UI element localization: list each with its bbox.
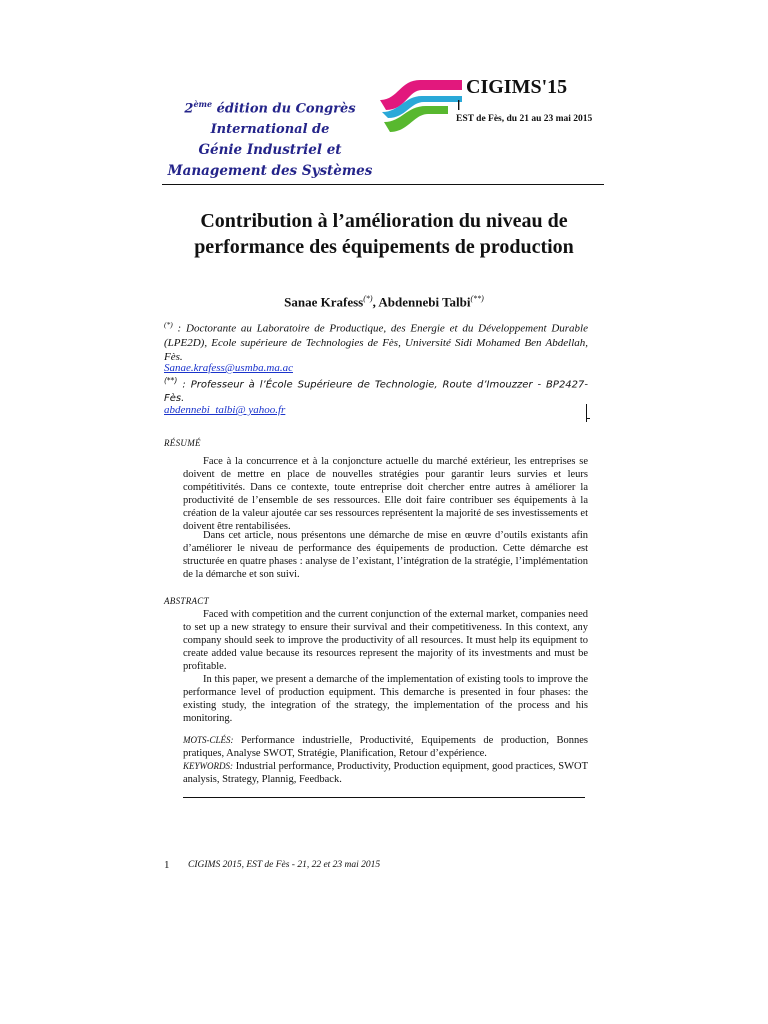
affiliation-1-mark: (*) xyxy=(164,320,173,329)
affiliation-2 xyxy=(164,374,588,406)
keywords-fr-text: Performance industrielle, Productivité, Equipements de production, Bonnes pratiques, Analyse SWOT, Stratégie, Planification, Retour d’expérience. xyxy=(183,735,588,759)
margin-mark-tick xyxy=(586,418,590,419)
edition-suffix: ème xyxy=(193,99,213,109)
edition-number: 2 xyxy=(184,101,194,117)
affiliation-1 xyxy=(164,318,588,364)
affiliation-2-text: : Professeur à l’École Supérieure de Technologie, Route d’Imouzzer - BP2427-Fès. xyxy=(164,379,588,405)
conference-title: CIGIMS'15 xyxy=(466,76,568,98)
affiliation-1-text: : Doctorante au Laboratoire de Productique, des Energie et du Développement Durable (LPE2D), Ecole supérieure de Technologies de Fès, Université Sidi Mohamed Ben Abdellah, Fès. xyxy=(164,322,588,363)
author-1-mark: (*) xyxy=(363,294,373,303)
keywords-en-text: Industrial performance, Productivity, Production equipment, good practices, SWOT analysis, Strategy, Plannig, Feedback. xyxy=(183,761,588,785)
congress-line-1: édition du Congrès International de xyxy=(210,101,356,138)
keywords-fr xyxy=(183,734,588,760)
keywords-en xyxy=(183,760,588,786)
header-divider xyxy=(162,184,604,185)
author-separator: , xyxy=(372,294,379,310)
author-2-email-link[interactable]: abdennebi_talbi@ yahoo.fr xyxy=(164,404,286,416)
page-number: 1 xyxy=(164,859,170,871)
abstract-paragraph-2: In this paper, we present a demarche of the implementation of existing tools to improve the performance level of production equipment. This demarche is presented in four phases: the existing study, the integration of the strategy, the implementation of the process and his monitoring. xyxy=(183,674,588,724)
keywords-en-label: KEYWORDS: xyxy=(183,761,233,771)
paper-title: Contribution à l’amélioration du niveau de performance des équipements de production xyxy=(194,210,574,258)
affiliation-2-mark: (**) xyxy=(164,376,178,385)
resume-paragraph-2: Dans cet article, nous présentons une démarche de mise en œuvre d’outils existants afin d’améliorer le niveau de performance des équipements de production. Cette démarche est structurée en quatre phases : analyse de l’existant, l’intégration de la stratégie, l’implémentation de la démarche et son suivi. xyxy=(183,530,588,580)
author-2: Abdennebi Talbi xyxy=(378,294,471,310)
author-1-email-link[interactable]: Sanae.krafess@usmba.ma.ac xyxy=(164,362,293,374)
margin-mark xyxy=(586,404,587,422)
keywords-fr-label: MOTS-CLÉS: xyxy=(183,735,234,745)
abstract-heading: ABSTRACT xyxy=(164,596,209,606)
resume-heading: RÉSUMÉ xyxy=(164,438,201,448)
conference-place-date: EST de Fès, du 21 au 23 mai 2015 xyxy=(456,114,593,124)
keywords-block xyxy=(183,734,588,786)
author-list xyxy=(160,294,608,310)
congress-name xyxy=(150,94,390,182)
abstract-paragraph-1: Faced with competition and the current conjunction of the external market, companies need to set up a new strategy to ensure their survival and their competitiveness. In this context, any company should seek to improve the productivity of all resources. It must help its equipment to create added value because its resources represent the majority of its investments and must be profitable. xyxy=(183,609,588,672)
cigims-logo-icon xyxy=(378,72,468,142)
resume-paragraph-1: Face à la concurrence et à la conjoncture actuelle du marché extérieur, les entreprises se doivent de mettre en place de nouvelles stratégies pour garantir leurs survies et leurs compétitivités. Dans ce contexte, toute entreprise doit chercher entre autres à améliorer la productivité de l’ensemble de ses ressources. Elle doit faire contribuer ses équipements à la création de la valeur ajoutée car ses ressources représentent la majorité de ses investissements et doivent être rentabilisées. xyxy=(183,456,588,532)
congress-line-2: Génie Industriel et Management des Systèmes xyxy=(167,142,373,180)
author-2-mark: (**) xyxy=(470,294,484,303)
keywords-divider xyxy=(183,797,585,798)
author-1: Sanae Krafess xyxy=(284,294,364,310)
footer-text: CIGIMS 2015, EST de Fès - 21, 22 et 23 mai 2015 xyxy=(188,860,381,870)
